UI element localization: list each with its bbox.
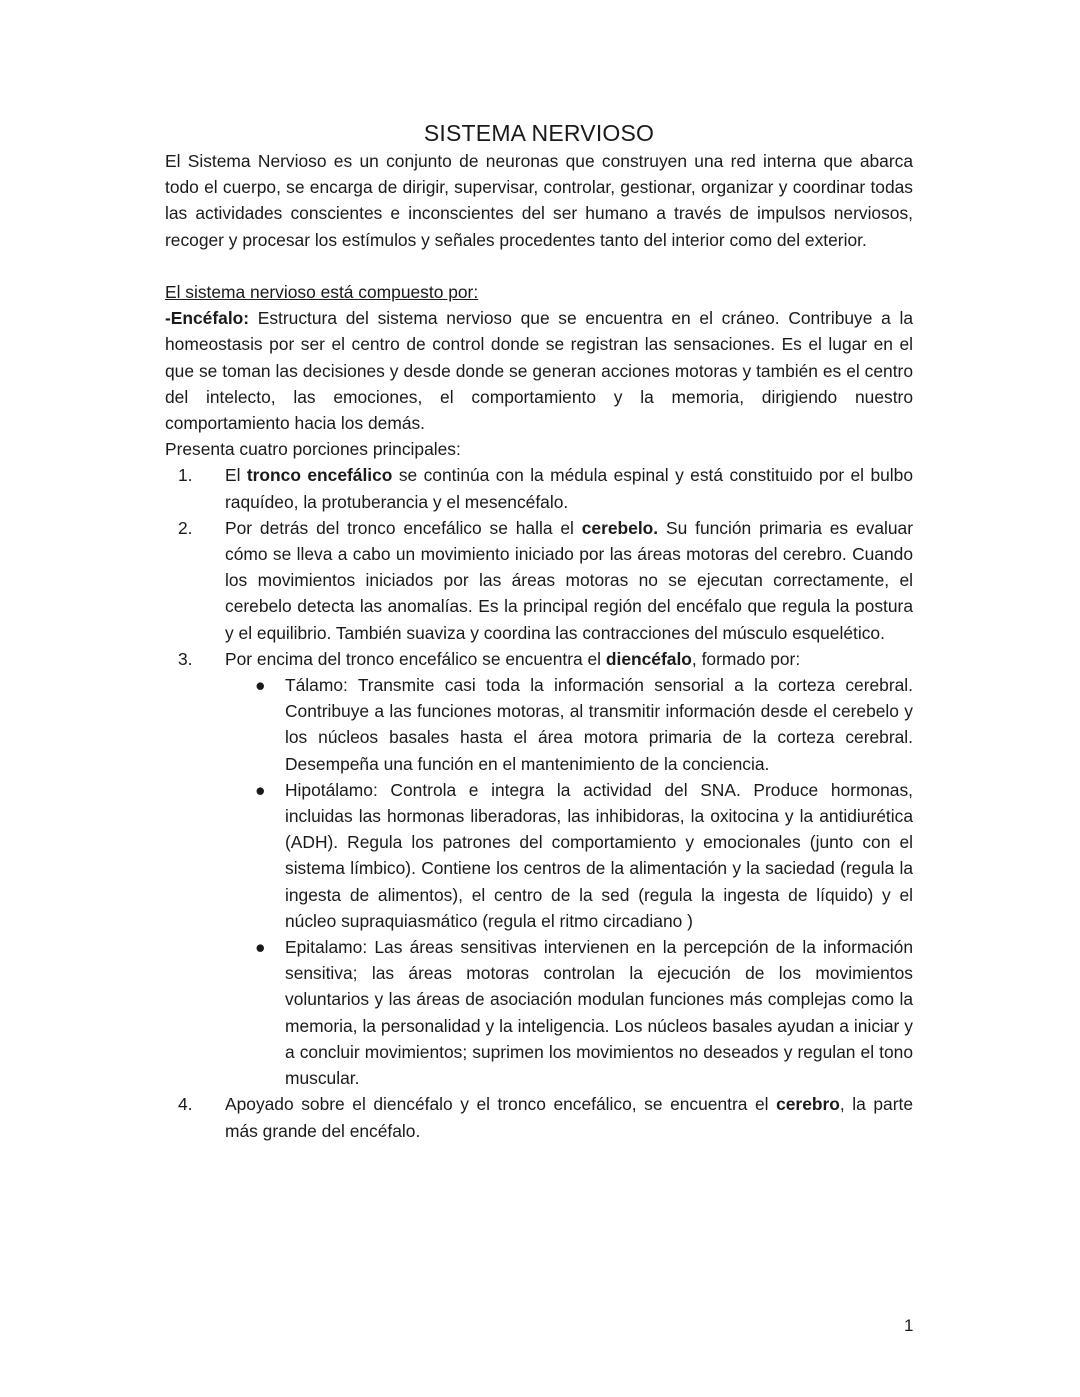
list-text: se continúa con la médula espinal y está constituido por el bulbo raquídeo, la protuberancia y el mesencéfalo. bbox=[225, 465, 914, 512]
list-text: El bbox=[225, 465, 247, 486]
list-item bbox=[165, 1091, 913, 1143]
list-text: , la parte más grande del encéfalo. bbox=[225, 1094, 913, 1141]
list-bold-term: cerebro bbox=[776, 1094, 840, 1115]
bullet-text: Hipotálamo: Controla e integra la actividad del SNA. Produce hormonas, incluidas las hormonas liberadoras, las inhibidoras, la oxitocina y la antidiurética (ADH). Regula los patrones del comportamiento y emocionales (junto con el sistema límbico). Contiene los centros de la alimentación y la saciedad (regula la ingesta de alimentos), el centro de la sed (regula la ingesta de líquido) y el núcleo supraquiasmático (regula el ritmo circadiano ) bbox=[285, 779, 913, 931]
list-number: 2. bbox=[178, 517, 193, 538]
list-text: Por detrás del tronco encefálico se halla el bbox=[225, 517, 582, 538]
bullet-icon: ● bbox=[255, 937, 266, 958]
list-text: Por encima del tronco encefálico se encuentra el bbox=[225, 648, 606, 669]
list-text: Apoyado sobre el diencéfalo y el tronco encefálico, se encuentra el bbox=[225, 1094, 777, 1115]
bullet-icon: ● bbox=[255, 779, 266, 800]
bullet-item-talamo bbox=[165, 672, 913, 777]
list-bold-term: diencéfalo bbox=[605, 648, 692, 669]
intro-paragraph: El Sistema Nervioso es un conjunto de neuronas que construyen una red interna que abarca todo el cuerpo, se encarga de dirigir, supervisar, controlar, gestionar, organizar y coordinar todas las actividades conscientes e inconscientes del ser humano a través de impulsos nerviosos, recoger y procesar los estímulos y señales procedentes tanto del interior como del exterior. bbox=[165, 151, 913, 250]
list-item bbox=[165, 462, 913, 514]
bullet-text: Tálamo: Transmite casi toda la información sensorial a la corteza cerebral. Contribuye a las funciones motoras, al transmitir información desde el cerebelo y los núcleos basales hasta el área motora primaria de la corteza cerebral. Desempeña una función en el mantenimiento de la conciencia. bbox=[285, 675, 913, 774]
encefalo-paragraph bbox=[165, 305, 913, 436]
spacer bbox=[165, 253, 913, 279]
list-item bbox=[165, 646, 913, 672]
list-number: 3. bbox=[178, 648, 193, 669]
composition-heading: El sistema nervioso está compuesto por: bbox=[165, 282, 479, 302]
document-page bbox=[165, 118, 913, 1144]
bullet-text: Epitalamo: Las áreas sensitivas intervienen en la percepción de la información sensitiva; las áreas motoras controlan la ejecución de los movimientos voluntarios y las áreas de asociación modulan funciones más complejas como la memoria, la personalidad y la inteligencia. Los núcleos basales ayudan a iniciar y a concluir movimientos; suprimen los movimientos no deseados y regulan el tono muscular. bbox=[285, 937, 913, 1089]
list-text: , formado por: bbox=[691, 648, 801, 669]
portions-intro: Presenta cuatro porciones principales: bbox=[165, 439, 461, 460]
list-number: 4. bbox=[178, 1094, 193, 1115]
bullet-item-epitalamo bbox=[165, 934, 913, 1091]
page-number: 1 bbox=[904, 1316, 914, 1335]
bullet-icon: ● bbox=[255, 675, 266, 696]
page-title: SISTEMA NERVIOSO bbox=[423, 120, 655, 146]
encefalo-label: -Encéfalo: bbox=[165, 308, 250, 329]
list-bold-term: cerebelo. bbox=[581, 517, 659, 538]
bullet-item-hipotalamo bbox=[165, 777, 913, 934]
list-bold-term: tronco encefálico bbox=[246, 465, 393, 486]
encefalo-text: Estructura del sistema nervioso que se encuentra en el cráneo. Contribuye a la homeostasis por ser el centro de control donde se registran las sensaciones. Es el lugar en el que se toman las decisiones y desde donde se generan acciones motoras y también es el centro del intelecto, las emociones, el comportamiento y la memoria, dirigiendo nuestro comportamiento hacia los demás. bbox=[165, 308, 913, 434]
list-number: 1. bbox=[178, 465, 193, 486]
list-text: Su función primaria es evaluar cómo se lleva a cabo un movimiento iniciado por las áreas motoras del cerebro. Cuando los movimientos iniciados por las áreas motoras no se ejecutan correctamente, el cerebelo detecta las anomalías. Es la principal región del encéfalo que regula la postura y el equilibrio. También suaviza y coordina las contracciones del músculo esquelético. bbox=[225, 517, 913, 643]
list-item bbox=[165, 515, 913, 646]
